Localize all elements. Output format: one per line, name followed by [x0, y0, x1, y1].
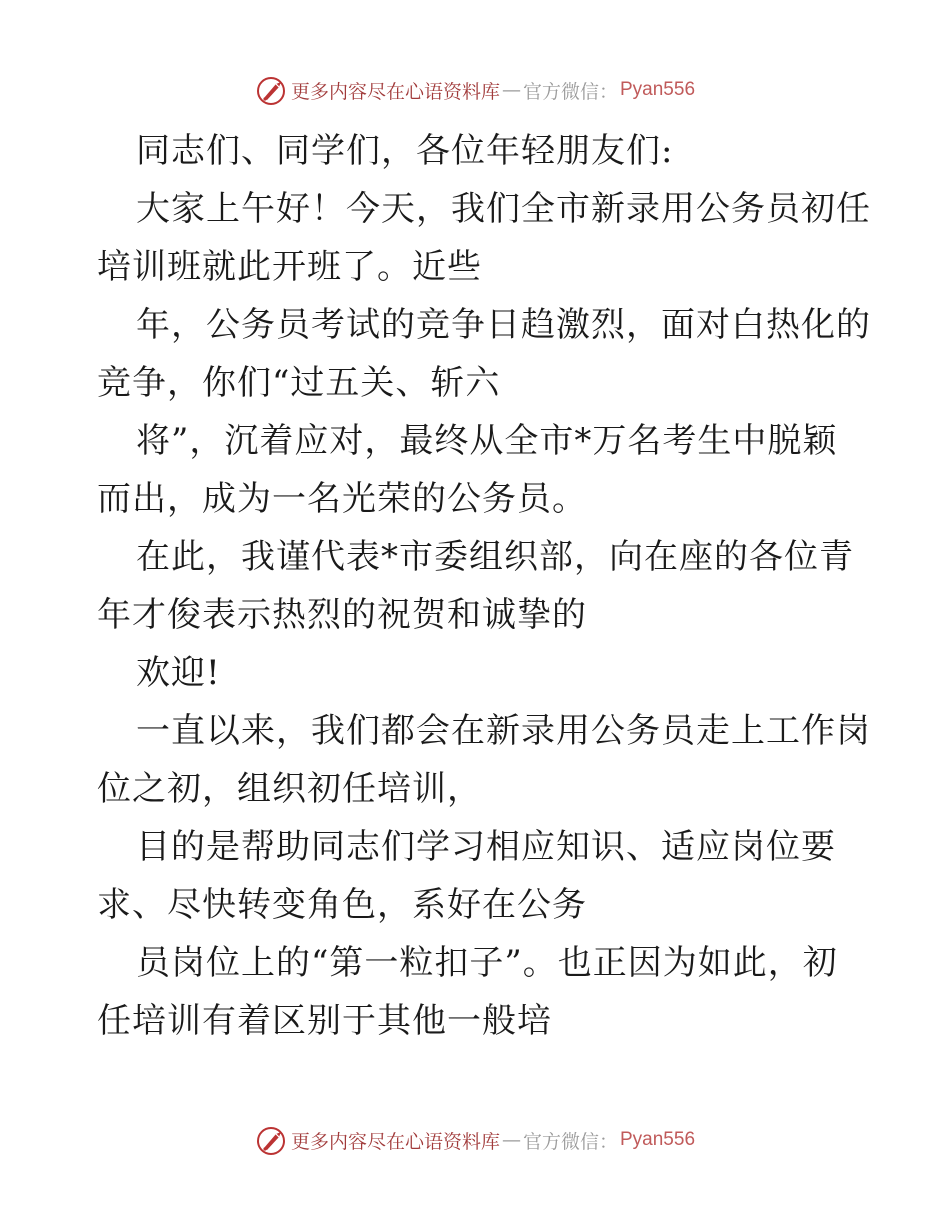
text-line: 求、尽快转变角色，系好在公务 [97, 885, 587, 925]
pen-nib-logo-icon [255, 1123, 289, 1157]
text-line: 员岗位上的“第一粒扣子”。也正因为如此，初 [136, 943, 838, 983]
text-line: 大家上午好！今天，我们全市新录用公务员初任 [136, 189, 871, 229]
watermark-wechat-label: 官方微信： [522, 1130, 618, 1153]
text-line: 同志们、同学们，各位年轻朋友们: [136, 131, 674, 171]
watermark-separator: — [501, 79, 521, 101]
watermark-wechat-id: Pyan556 [620, 1129, 696, 1150]
text-line: 将”，沉着应对，最终从全市*万名考生中脱颖 [136, 421, 838, 461]
text-line: 竞争，你们“过五关、斩六 [97, 363, 501, 403]
text-line: 目的是帮助同志们学习相应知识、适应岗位要 [136, 827, 836, 867]
footer-watermark [0, 1122, 950, 1158]
text-line: 年才俊表示热烈的祝贺和诚挚的 [97, 595, 587, 635]
text-line: 年，公务员考试的竞争日趋激烈，面对白热化的 [136, 305, 871, 345]
watermark-wechat-id: Pyan556 [620, 79, 696, 100]
pen-nib-logo-icon [255, 73, 289, 107]
text-line: 而出，成为一名光荣的公务员。 [97, 479, 587, 519]
text-line: 培训班就此开班了。近些 [97, 247, 482, 287]
watermark-text: 更多内容尽在心语资料库 [290, 80, 500, 103]
text-line: 欢迎! [136, 653, 221, 693]
text-line: 位之初，组织初任培训， [97, 769, 482, 809]
watermark-text: 更多内容尽在心语资料库 [290, 1130, 500, 1153]
document-body [97, 122, 871, 1050]
watermark-separator: — [501, 1129, 521, 1151]
text-line: 一直以来，我们都会在新录用公务员走上工作岗 [136, 711, 871, 751]
text-line: 任培训有着区别于其他一般培 [97, 1001, 552, 1041]
text-line: 在此，我谨代表*市委组织部，向在座的各位青 [136, 537, 854, 577]
watermark-wechat-label: 官方微信： [522, 80, 618, 103]
header-watermark [0, 72, 950, 108]
